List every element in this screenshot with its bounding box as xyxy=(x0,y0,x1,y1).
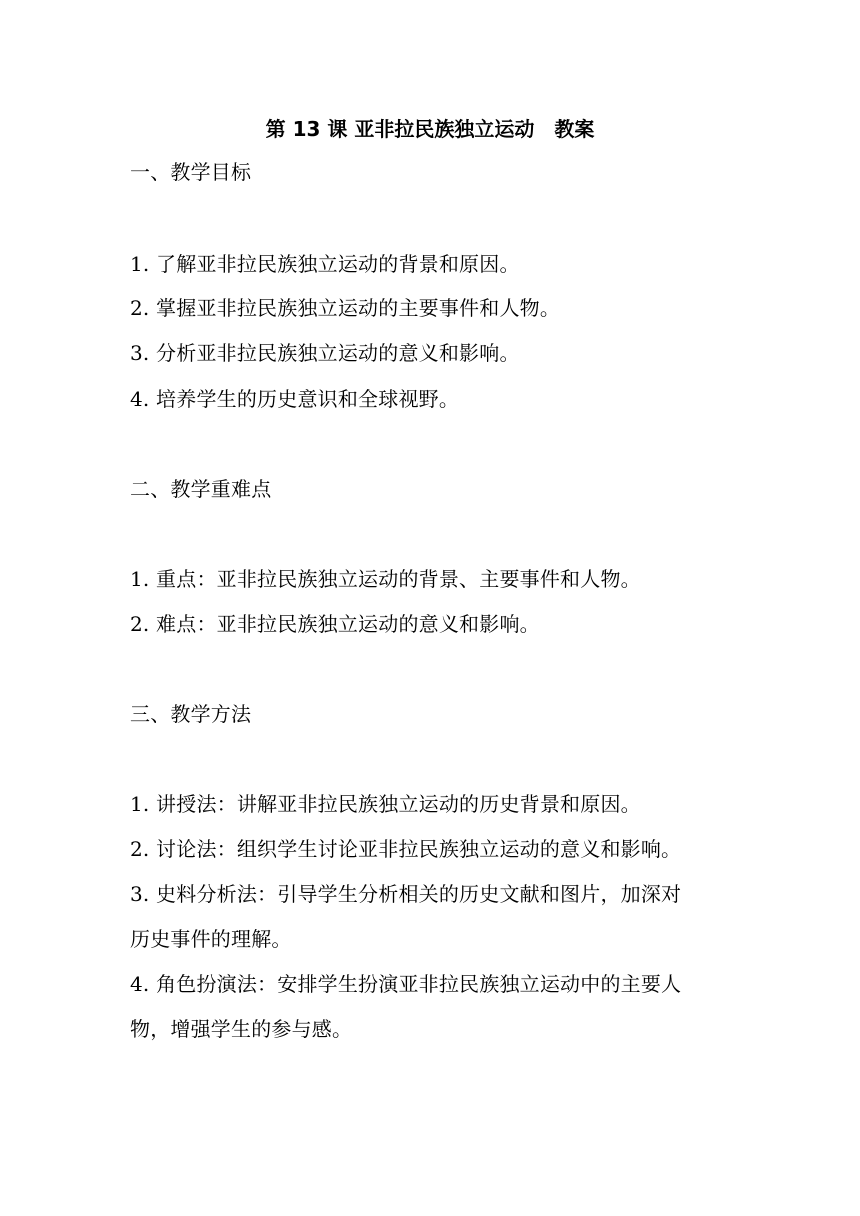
list-item: 2. 讨论法：组织学生讨论亚非拉民族独立运动的意义和影响。 xyxy=(130,837,682,861)
section-heading-objectives: 一、教学目标 xyxy=(130,160,252,184)
list-item-continuation: 物，增强学生的参与感。 xyxy=(130,1017,353,1041)
list-item: 1. 了解亚非拉民族独立运动的背景和原因。 xyxy=(130,252,520,276)
list-item: 3. 分析亚非拉民族独立运动的意义和影响。 xyxy=(130,341,520,365)
list-item: 3. 史料分析法：引导学生分析相关的历史文献和图片，加深对 xyxy=(130,882,682,906)
document-title: 第 13 课 亚非拉民族独立运动 教案 xyxy=(265,117,595,141)
list-item: 1. 重点：亚非拉民族独立运动的背景、主要事件和人物。 xyxy=(130,567,641,591)
list-item-continuation: 历史事件的理解。 xyxy=(130,927,292,951)
list-item: 1. 讲授法：讲解亚非拉民族独立运动的历史背景和原因。 xyxy=(130,792,641,816)
list-item: 2. 难点：亚非拉民族独立运动的意义和影响。 xyxy=(130,612,540,636)
list-item: 4. 培养学生的历史意识和全球视野。 xyxy=(130,387,460,411)
section-heading-methods: 三、教学方法 xyxy=(130,702,252,726)
section-heading-key-points: 二、教学重难点 xyxy=(130,477,272,501)
list-item: 2. 掌握亚非拉民族独立运动的主要事件和人物。 xyxy=(130,296,561,320)
list-item: 4. 角色扮演法：安排学生扮演亚非拉民族独立运动中的主要人 xyxy=(130,972,682,996)
